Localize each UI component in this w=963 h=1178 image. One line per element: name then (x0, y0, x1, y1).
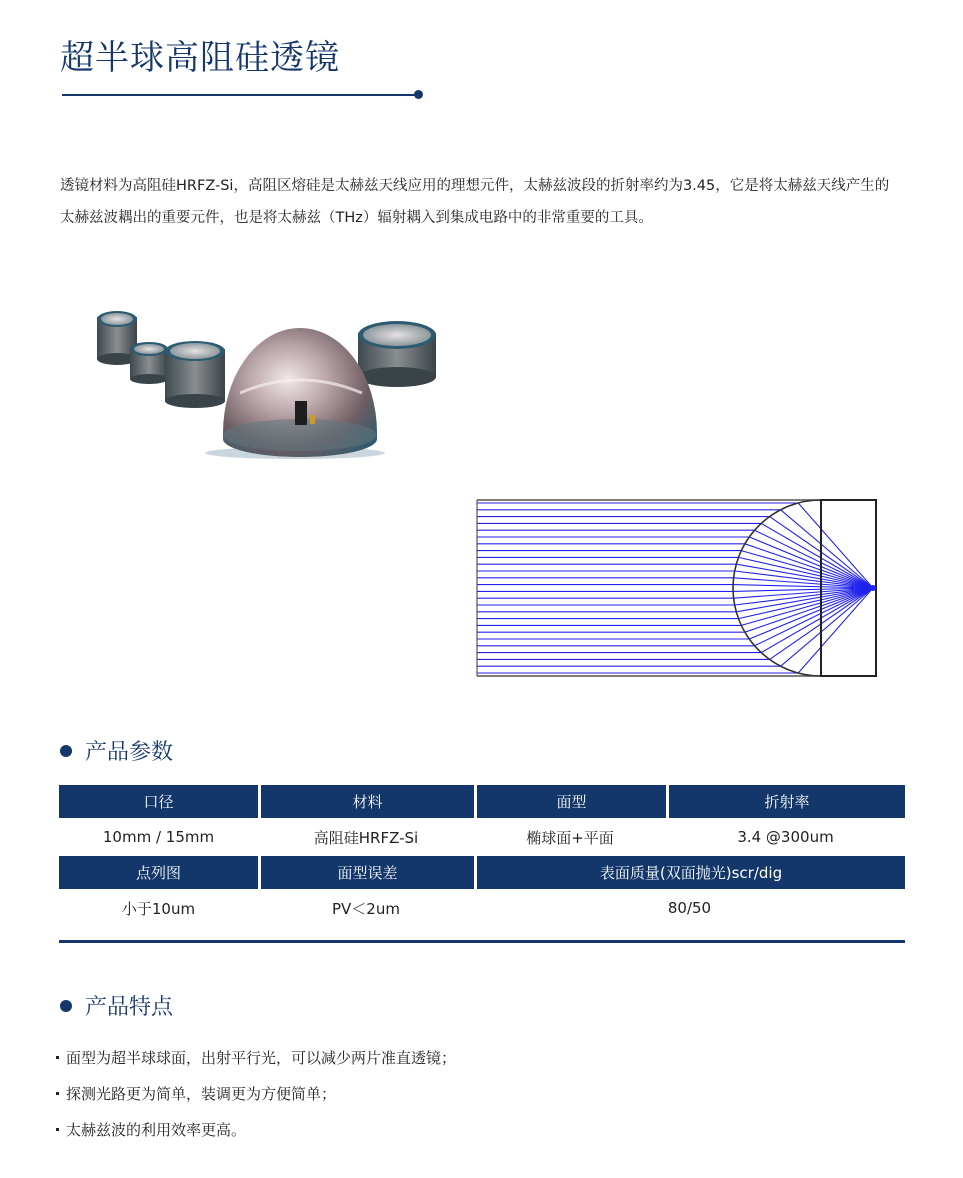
focal-point (870, 585, 876, 591)
spec-value-row (59, 818, 905, 856)
feature-item: 面型为超半球球面，出射平行光，可以减少两片准直透镜； (56, 1040, 456, 1076)
ray-trace-diagram (475, 497, 880, 680)
spec-value-surface-type: 椭球面+平面 (526, 828, 614, 847)
spec-header-refractive-index: 折射率 (666, 785, 905, 818)
spec-value-row (59, 889, 905, 927)
spec-header-surface-type: 面型 (474, 785, 666, 818)
intro-paragraph: 透镜材料为高阻硅HRFZ-Si，高阻区熔硅是太赫兹天线应用的理想元件，太赫兹波段的折射率约为3.45，它是将太赫兹天线产生的太赫兹波耦出的重要元件，也是将太赫兹（THz）辐射耦入到集成电路中的非常重要的工具。 (60, 178, 890, 226)
feature-item: 太赫兹波的利用效率更高。 (56, 1112, 456, 1148)
refracted-ray (781, 588, 873, 666)
spec-header-spot-diagram: 点列图 (59, 856, 258, 889)
spec-value-refractive-index: 3.4 @300um (737, 828, 834, 846)
title-underline (62, 94, 418, 96)
features-heading-bullet (60, 1000, 72, 1012)
page-title: 超半球高阻硅透镜 (60, 38, 340, 78)
bullet-icon (56, 1092, 59, 1095)
bullet-icon (56, 1056, 59, 1059)
spec-value-surface-error: PV＜2um (332, 899, 400, 918)
features-list (56, 1040, 456, 1148)
refracted-rays (733, 503, 873, 673)
spec-header-material: 材料 (258, 785, 474, 818)
spec-value-aperture: 10mm / 15mm (102, 828, 215, 846)
features-heading-text: 产品特点 (85, 995, 174, 1020)
spec-header-surface-error: 面型误差 (258, 856, 474, 889)
lens-product-photo (90, 305, 440, 465)
bullet-icon (56, 1128, 59, 1131)
spec-table (59, 785, 905, 927)
spec-value-spot-diagram: 小于10um (121, 899, 196, 918)
spec-value-material: 高阻硅HRFZ-Si (313, 828, 419, 847)
feature-item: 探测光路更为简单，装调更为方便简单； (56, 1076, 456, 1112)
spec-header-row (59, 856, 905, 889)
lens-curved-surface (733, 500, 821, 676)
title-underline-dot (414, 90, 423, 99)
specs-heading (60, 735, 173, 766)
specs-heading-bullet (60, 745, 72, 757)
spec-header-row (59, 785, 905, 818)
table-bottom-rule (59, 940, 905, 943)
incoming-parallel-rays (477, 503, 798, 673)
features-heading (60, 990, 173, 1021)
refracted-ray (781, 510, 873, 588)
specs-heading-text: 产品参数 (85, 740, 174, 765)
spec-value-surface-quality: 80/50 (667, 899, 712, 917)
spec-header-surface-quality: 表面质量(双面抛光)scr/dig (474, 856, 905, 889)
spec-header-aperture: 口径 (59, 785, 258, 818)
